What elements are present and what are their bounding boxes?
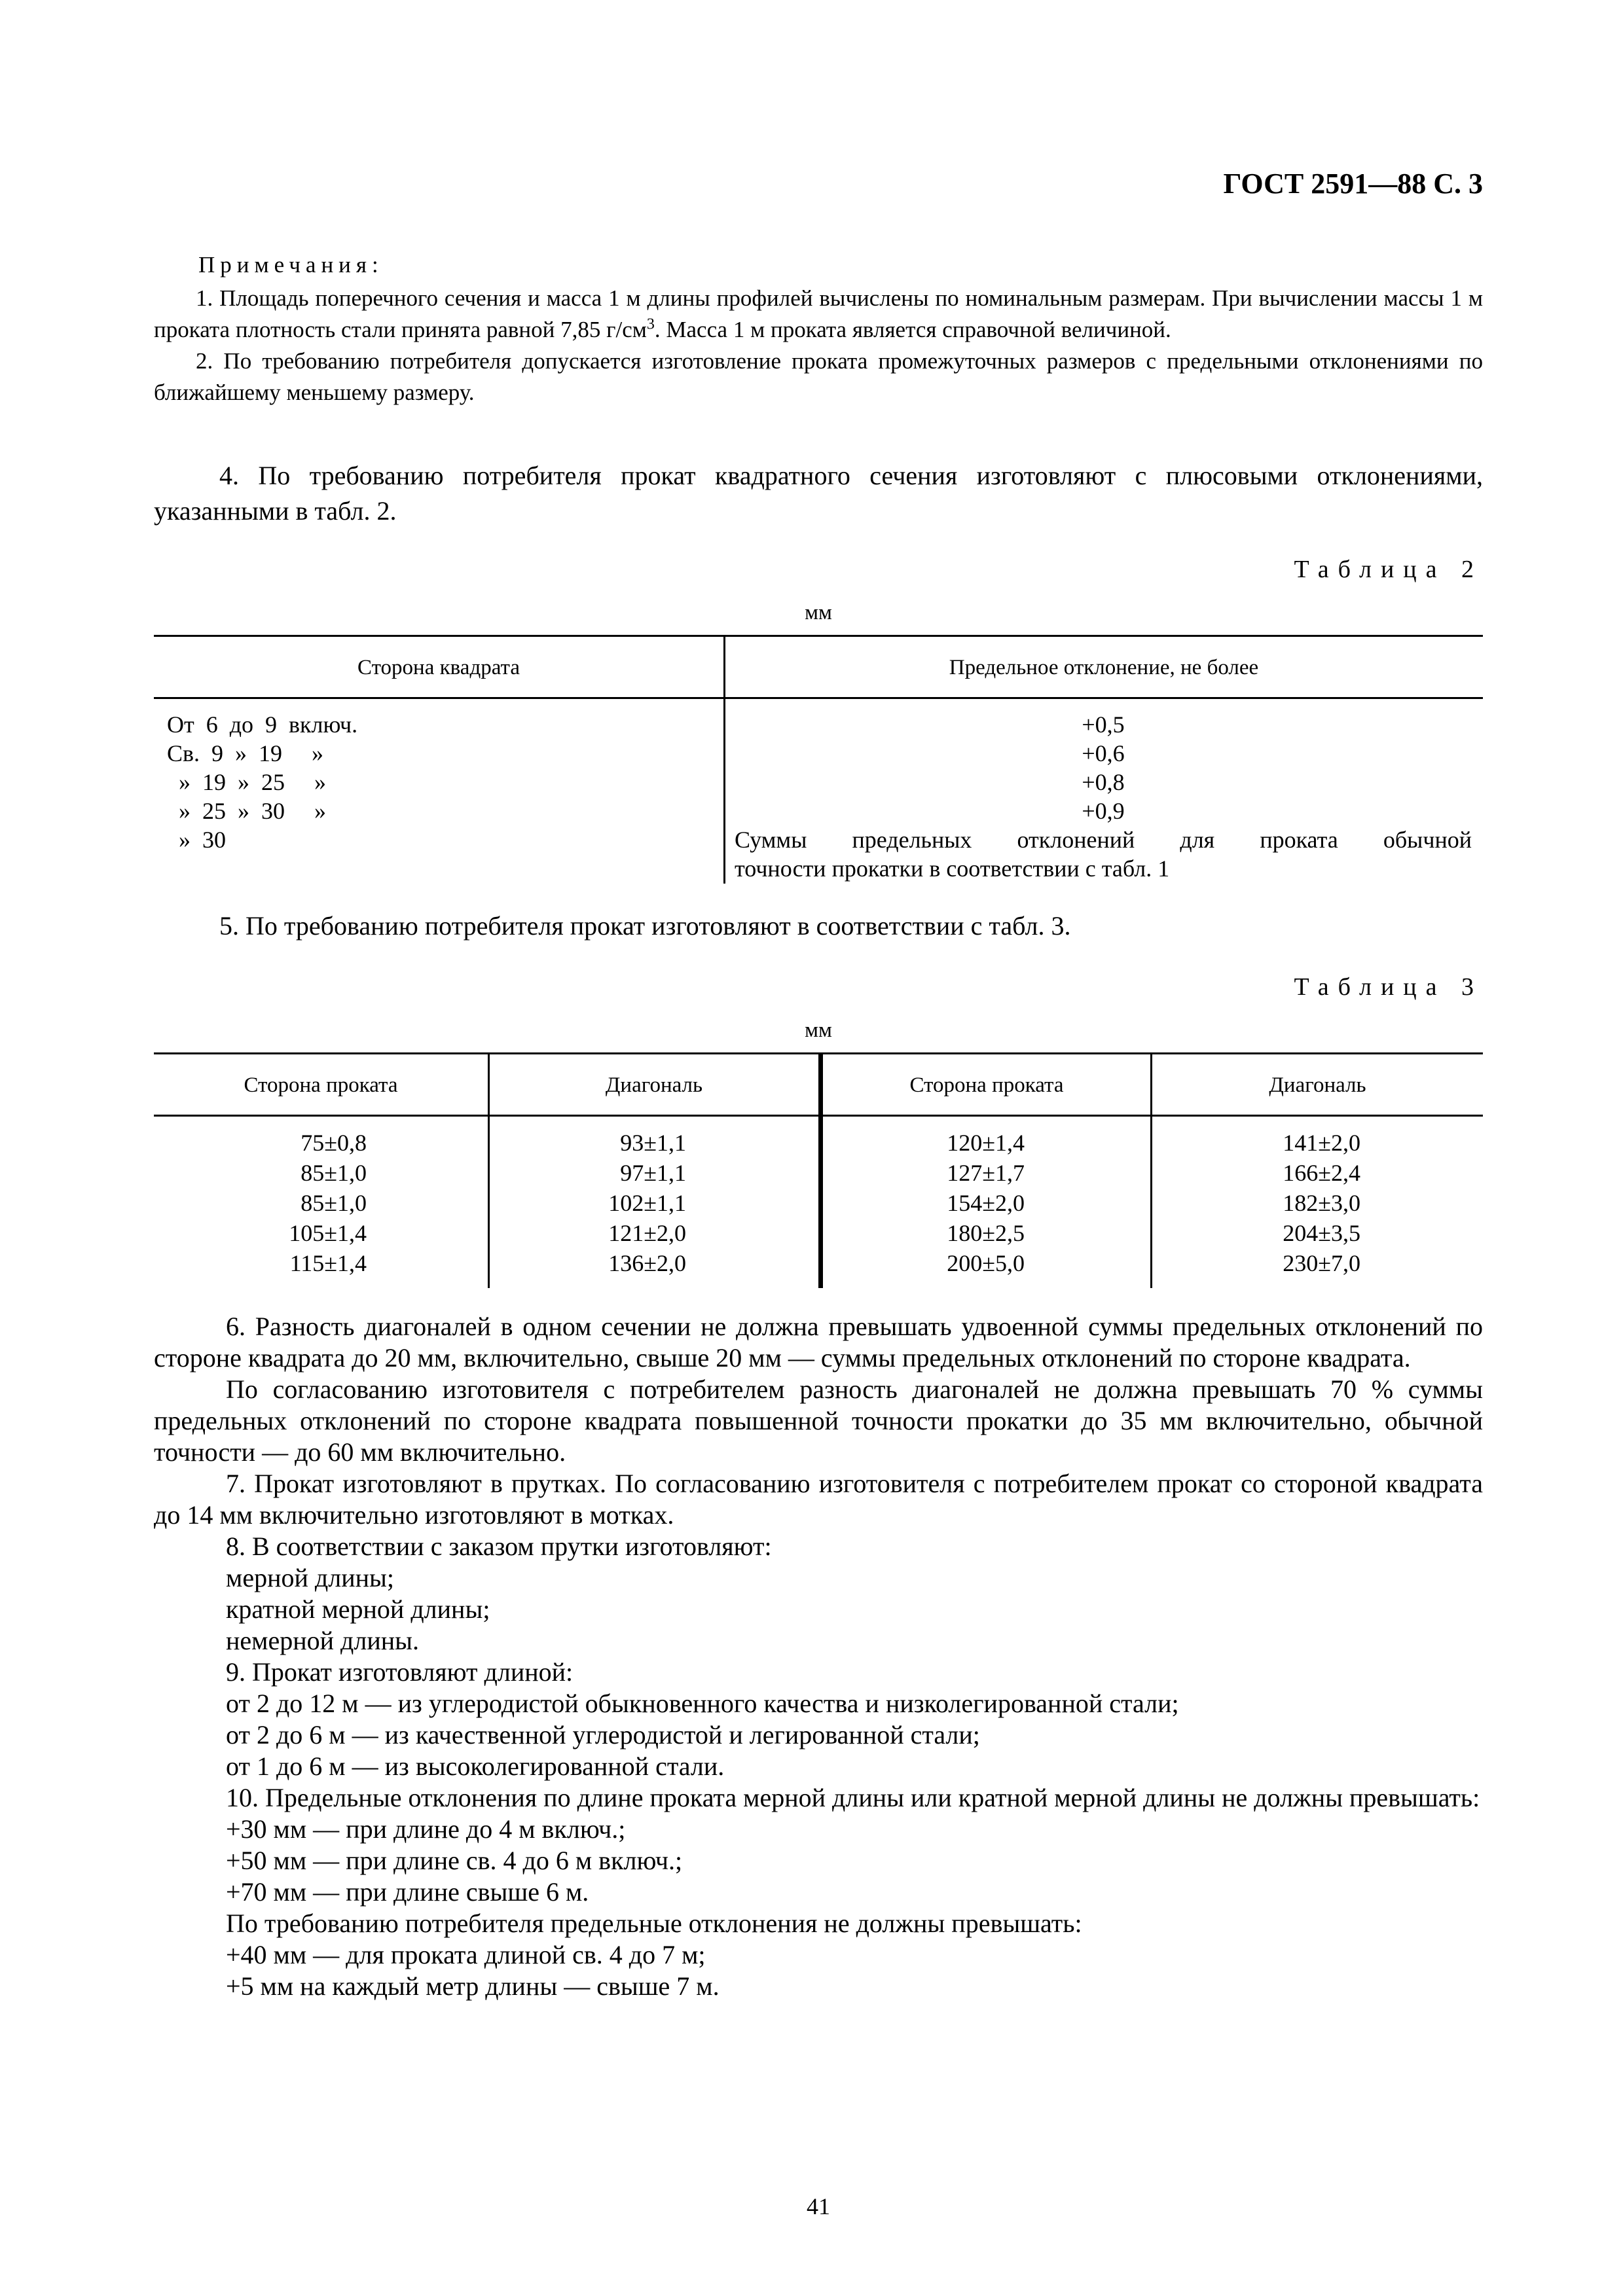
- table-3-col-side-2: [823, 1128, 1025, 1278]
- table-cell: 180±2,5: [947, 1220, 1025, 1246]
- note-1: 1. Площадь поперечного сечения и масса 1 м длины профилей вычислены по номинальным размерам. При вычислении массы 1 м проката плотность стали принята равной 7,85 $г/см^3$. Масса 1 м проката является справочной величиной.: [154, 285, 1483, 342]
- table-cell: 200±5,0: [947, 1250, 1025, 1276]
- list-item: +30 мм — при длине до 4 м включ.;: [226, 1814, 626, 1844]
- table-cell: 154±2,0: [947, 1190, 1025, 1216]
- body-text: [154, 1311, 1483, 2002]
- paragraph-10: 10. Предельные отклонения по длине проката мерной длины или кратной мерной длины не должны превышать:: [226, 1783, 1480, 1812]
- paragraph-9: 9. Прокат изготовляют длиной:: [226, 1657, 574, 1687]
- paragraph-8: 8. В соответствии с заказом прутки изготовляют:: [226, 1532, 772, 1561]
- table-2: [154, 635, 1483, 884]
- list-item: от 2 до 12 м — из углеродистой обыкновенного качества и низколегированной стали;: [226, 1689, 1179, 1718]
- table-cell: 141±2,0: [1283, 1130, 1360, 1156]
- table-cell: 105±1,4: [289, 1220, 367, 1246]
- table-cell: точности прокатки в соответствии с табл. 1: [735, 855, 1170, 882]
- table-cell: 85±1,0: [301, 1160, 367, 1186]
- list-item: от 1 до 6 м — из высоколегированной стали.: [226, 1751, 725, 1781]
- table-row: » 30: [167, 827, 226, 853]
- table-row: » 25 » 30 »: [167, 798, 326, 824]
- table-3-col-side-1: [154, 1128, 367, 1278]
- table-2-unit: мм: [805, 601, 832, 624]
- paragraph-7: 7. Прокат изготовляют в прутках. По согласованию изготовителя с потребителем прокат со стороной квадрата до 14 мм включительно изготовляют в мотках.: [154, 1469, 1483, 1530]
- table-2-header-rule: [154, 697, 1483, 699]
- table-2-header-deviation: Предельное отклонение, не более: [949, 656, 1259, 679]
- table-cell: 97±1,1: [620, 1160, 686, 1186]
- table-cell: 120±1,4: [947, 1130, 1025, 1156]
- table-3-unit: мм: [805, 1018, 832, 1042]
- list-item: +50 мм — при длине св. 4 до 6 м включ.;: [226, 1846, 683, 1875]
- table-3-col-diagonal-1: [490, 1128, 686, 1278]
- table-row: От 6 до 9 включ.: [167, 711, 358, 738]
- table-2-top-rule: [154, 635, 1483, 637]
- table-2-header-side: Сторона квадрата: [357, 656, 520, 679]
- page-number: 41: [807, 2193, 830, 2219]
- table-cell: +0,8: [1082, 769, 1125, 795]
- table-cell: 230±7,0: [1283, 1250, 1360, 1276]
- list-item: немерной длины.: [226, 1626, 420, 1655]
- table-cell: 102±1,1: [608, 1190, 686, 1216]
- table-cell: 204±3,5: [1283, 1220, 1360, 1246]
- table-cell: 166±2,4: [1283, 1160, 1360, 1186]
- list-item: +5 мм на каждый метр длины — свыше 7 м.: [226, 1971, 720, 2001]
- paragraph-6-agreement: По согласованию изготовителя с потребителем разность диагоналей не должна превышать 70 % суммы предельных отклонений по стороне квадрата повышенной точности прокатки до 35 мм включительно, обычной точности — до 60 мм включительно.: [154, 1374, 1483, 1467]
- paragraph-5: 5. По требованию потребителя прокат изготовляют в соответствии с табл. 3.: [219, 911, 1071, 941]
- table-3: [154, 1052, 1483, 1288]
- table-3-header-diagonal-2: Диагональ: [1269, 1073, 1366, 1097]
- table-cell: 136±2,0: [608, 1250, 686, 1276]
- table-3-header-side-1: Сторона проката: [244, 1073, 398, 1097]
- paragraph-6: 6. Разность диагоналей в одном сечении не должна превышать удвоенной суммы предельных отклонений по стороне квадрата до 20 мм, включительно, свыше 20 мм — суммы предельных отклонений по стороне квадрата.: [154, 1312, 1483, 1372]
- table-cell: +0,9: [1082, 798, 1125, 824]
- table-cell: 93±1,1: [620, 1130, 686, 1156]
- table-cell: +0,6: [1082, 740, 1125, 766]
- paragraph-10-request: По требованию потребителя предельные отклонения не должны превышать:: [226, 1909, 1082, 1938]
- table-row: Св. 9 » 19 »: [167, 740, 324, 766]
- document-page: [154, 0, 1483, 2296]
- table-3-header-diagonal-1: Диагональ: [605, 1073, 703, 1097]
- table-cell: 121±2,0: [608, 1220, 686, 1246]
- table-2-sides: [167, 710, 357, 854]
- table-cell: 75±0,8: [301, 1130, 367, 1156]
- table-row: » 19 » 25 »: [167, 769, 326, 795]
- table-cell: 182±3,0: [1283, 1190, 1360, 1216]
- note-2: 2. По требованию потребителя допускается изготовление проката промежуточных размеров с предельными отклонениями по ближайшему меньшему размеру.: [154, 348, 1483, 405]
- table-cell: 85±1,0: [301, 1190, 367, 1216]
- table-3-divider-2: [818, 1052, 823, 1288]
- table-cell: +0,5: [1082, 711, 1125, 738]
- table-cell: Суммы предельных отклонений для проката обычной: [735, 827, 1472, 853]
- notes-title: Примечания:: [198, 252, 384, 278]
- list-item: +40 мм — для проката длиной св. 4 до 7 м;: [226, 1940, 706, 1969]
- paragraph-4: 4. По требованию потребителя прокат квадратного сечения изготовляют с плюсовыми отклонениями, указанными в табл. 2.: [154, 461, 1483, 526]
- list-item: мерной длины;: [226, 1563, 394, 1592]
- table-2-label: Таблица 2: [1294, 556, 1483, 583]
- table-3-header-side-2: Сторона проката: [909, 1073, 1064, 1097]
- list-item: +70 мм — при длине свыше 6 м.: [226, 1877, 589, 1907]
- table-cell: 115±1,4: [289, 1250, 367, 1276]
- list-item: кратной мерной длины;: [226, 1594, 490, 1624]
- table-3-col-diagonal-2: [1152, 1128, 1360, 1278]
- table-cell: 127±1,7: [947, 1160, 1025, 1186]
- table-2-deviations: [727, 710, 1480, 883]
- table-3-label: Таблица 3: [1294, 973, 1483, 1001]
- list-item: от 2 до 6 м — из качественной углеродистой и легированной стали;: [226, 1720, 980, 1749]
- notes-block: [154, 283, 1483, 408]
- page-header: ГОСТ 2591—88 С. 3: [1223, 168, 1483, 200]
